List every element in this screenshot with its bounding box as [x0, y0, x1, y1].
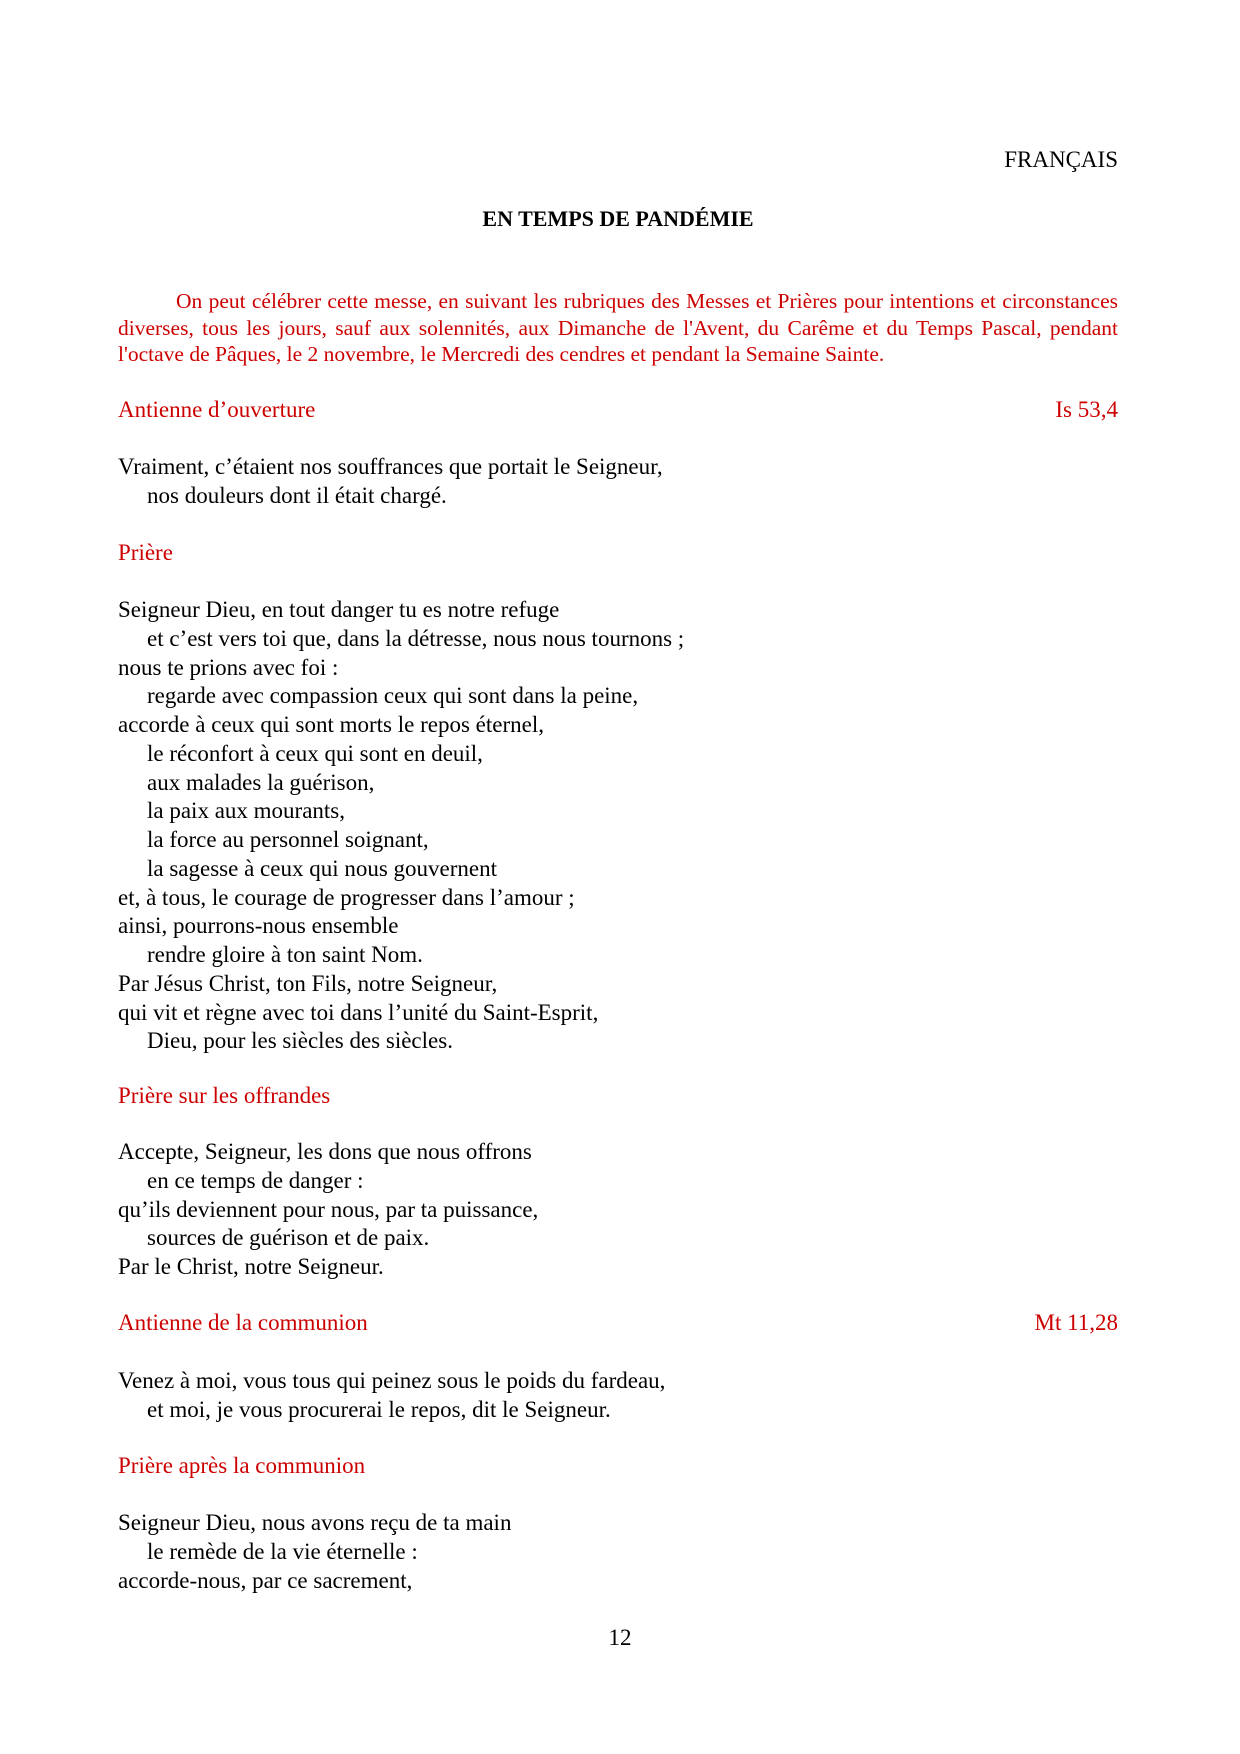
- text-block-priere-offrandes: [118, 1138, 1118, 1282]
- section-heading-label: Prière sur les offrandes: [118, 1083, 331, 1108]
- text-line: la sagesse à ceux qui nous gouvernent: [147, 855, 498, 881]
- section-heading-priere-apres-communion: [118, 1452, 1118, 1480]
- text-line: le remède de la vie éternelle :: [147, 1538, 418, 1564]
- text-line: sources de guérison et de paix.: [147, 1225, 430, 1251]
- text-line: Venez à moi, vous tous qui peinez sous le poids du fardeau,: [118, 1368, 666, 1393]
- scripture-reference: Mt 11,28: [1034, 1310, 1118, 1335]
- section-heading-label: Antienne d’ouverture: [118, 397, 316, 422]
- text-line: Par Jésus Christ, ton Fils, notre Seigneur,: [118, 970, 498, 996]
- text-line: Par le Christ, notre Seigneur.: [118, 1254, 384, 1279]
- text-line: accorde à ceux qui sont morts le repos éternel,: [118, 712, 544, 737]
- text-line: Accepte, Seigneur, les dons que nous offrons: [118, 1139, 532, 1164]
- text-line: en ce temps de danger :: [147, 1167, 364, 1193]
- text-line: ainsi, pourrons-nous ensemble: [118, 913, 399, 939]
- text-line: qui vit et règne avec toi dans l’unité du Saint-Esprit,: [118, 999, 599, 1025]
- text-line: aux malades la guérison,: [147, 769, 375, 795]
- text-block-antienne-communion: [118, 1367, 1118, 1425]
- text-line: Vraiment, c’étaient nos souffrances que portait le Seigneur,: [118, 454, 663, 479]
- section-heading-antienne-ouverture: [118, 396, 1118, 424]
- text-line: Seigneur Dieu, en tout danger tu es notre refuge: [118, 597, 560, 622]
- text-line: nos douleurs dont il était chargé.: [147, 482, 447, 508]
- section-heading-antienne-communion: [118, 1309, 1118, 1337]
- text-line: nous te prions avec foi :: [118, 654, 339, 680]
- text-line: Seigneur Dieu, nous avons reçu de ta main: [118, 1510, 512, 1535]
- text-block-antienne-ouverture: [118, 453, 1118, 511]
- section-heading-label: Prière: [118, 540, 173, 565]
- scripture-reference: Is 53,4: [1055, 397, 1118, 422]
- text-line: rendre gloire à ton saint Nom.: [147, 942, 423, 967]
- section-heading-label: Prière après la communion: [118, 1453, 366, 1478]
- text-line: et, à tous, le courage de progresser dans l’amour ;: [118, 884, 575, 910]
- rubric-paragraph: On peut célébrer cette messe, en suivant les rubriques des Messes et Prières pour intentions et circonstances diverses, tous les jours, sauf aux solennités, aux Dimanche de l'Avent, du Carême et du Temps Pascal, pendant l'octave de Pâques, le 2 novembre, le Mercredi des cendres et pendant la Semaine Sainte.: [118, 289, 1118, 367]
- text-block-priere: [118, 596, 1118, 1056]
- text-block-priere-apres-communion: [118, 1509, 1118, 1595]
- text-line: la paix aux mourants,: [147, 798, 346, 824]
- section-heading-priere: [118, 539, 1118, 567]
- language-label: FRANÇAIS: [1004, 147, 1118, 172]
- text-line: le réconfort à ceux qui sont en deuil,: [147, 740, 483, 766]
- text-line: et c’est vers toi que, dans la détresse, nous nous tournons ;: [147, 625, 685, 651]
- text-line: qu’ils deviennent pour nous, par ta puissance,: [118, 1196, 539, 1222]
- text-line: Dieu, pour les siècles des siècles.: [147, 1028, 453, 1054]
- text-line: et moi, je vous procurerai le repos, dit le Seigneur.: [147, 1396, 611, 1422]
- section-heading-label: Antienne de la communion: [118, 1310, 368, 1335]
- page-number: 12: [608, 1625, 632, 1650]
- text-line: accorde-nous, par ce sacrement,: [118, 1567, 413, 1593]
- section-heading-priere-offrandes: [118, 1082, 1118, 1110]
- text-line: regarde avec compassion ceux qui sont dans la peine,: [147, 683, 639, 709]
- text-line: la force au personnel soignant,: [147, 827, 429, 852]
- page-title: EN TEMPS DE PANDÉMIE: [482, 206, 754, 231]
